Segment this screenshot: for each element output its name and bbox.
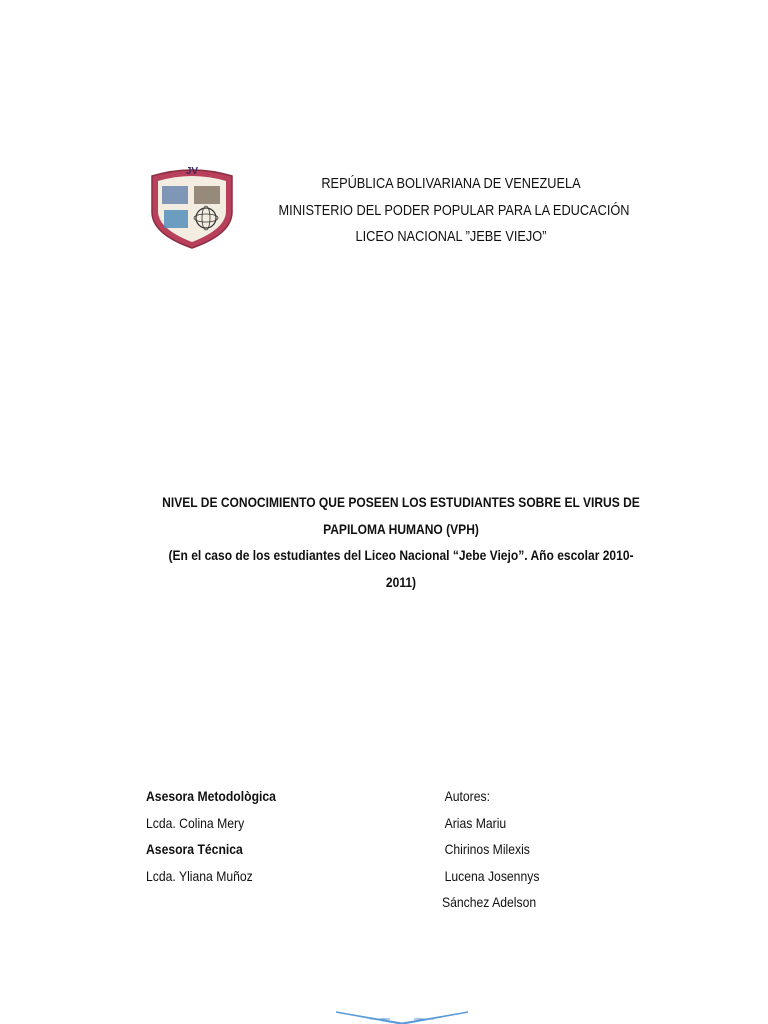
institution-header <box>278 171 630 251</box>
methodological-advisor-label: Asesora Metodològica <box>146 788 276 804</box>
school-shield-logo <box>146 160 238 250</box>
header-line-school: LICEO NACIONAL ”JEBE VIEJO” <box>355 229 547 245</box>
logo-initials: JV <box>185 166 199 177</box>
author-name: Chirinos Milexis <box>444 841 530 857</box>
header-line-republic: REPÚBLICA BOLIVARIANA DE VENEZUELA <box>321 176 581 192</box>
advisors-column <box>146 783 372 889</box>
title-line-4: 2011) <box>385 573 417 590</box>
authors-column <box>442 783 616 916</box>
methodological-advisor-name: Lcda. Colina Mery <box>146 814 245 831</box>
author-name: Arias Mariu <box>444 814 507 831</box>
technical-advisor-label: Asesora Técnica <box>146 841 243 857</box>
document-title <box>159 489 642 595</box>
title-line-2: PAPILOMA HUMANO (VPH) <box>323 520 479 537</box>
title-line-3: (En el caso de los estudiantes del Liceo Nacional “Jebe Viejo”. Año escolar 2010- <box>168 547 634 563</box>
header-line-ministry: MINISTERIO DEL PODER POPULAR PARA LA EDUCACIÓN <box>278 202 630 219</box>
technical-advisor-name: Lcda. Yliana Muñoz <box>146 867 253 884</box>
title-line-1: NIVEL DE CONOCIMIENTO QUE POSEEN LOS ESTUDIANTES SOBRE EL VIRUS DE <box>162 494 640 510</box>
authors-label: Autores: <box>444 788 490 804</box>
author-name: Lucena Josennys <box>444 867 540 884</box>
footer-ornament <box>334 1010 470 1024</box>
author-name: Sánchez Adelson <box>442 894 537 910</box>
